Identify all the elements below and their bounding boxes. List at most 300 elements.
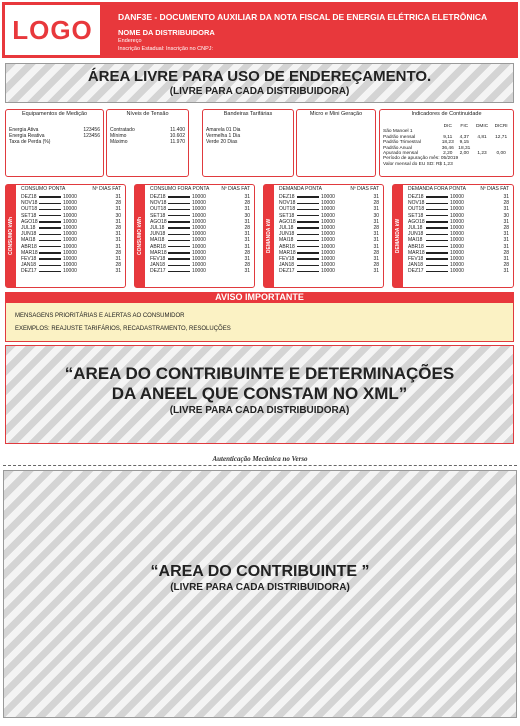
history-header-left: CONSUMO FORA PONTA (150, 186, 210, 192)
history-days: 31 (373, 256, 379, 263)
history-days: 30 (115, 212, 121, 219)
history-rows (279, 194, 379, 275)
history-bar (297, 196, 319, 198)
history-days: 31 (373, 268, 379, 275)
history-month: ABR18 (279, 243, 295, 250)
history-days: 31 (244, 243, 250, 250)
history-value: 10000 (450, 268, 464, 275)
history-month: JUN18 (21, 231, 37, 238)
history-bar (297, 227, 319, 229)
history-value: 10000 (321, 218, 335, 225)
history-side-label: DEMANDA kW (395, 218, 402, 254)
history-value: 10000 (192, 249, 206, 256)
history-value: 10000 (321, 206, 335, 213)
history-value: 10000 (192, 262, 206, 269)
history-bar (168, 265, 190, 267)
history-value: 10000 (450, 225, 464, 232)
continuity-cell: 2,00 (459, 151, 469, 157)
history-value: 10000 (450, 212, 464, 219)
history-header (21, 186, 121, 192)
history-month: JUN18 (408, 231, 424, 238)
history-value: 10000 (63, 212, 77, 219)
history-bar (297, 258, 319, 260)
history-value: 10000 (63, 262, 77, 269)
history-month: JAN18 (279, 262, 295, 269)
history-month: SET18 (408, 212, 424, 219)
notice-line-1: MENSAGENS PRIORITÁRIAS E ALERTAS AO CONSUMIDOR (15, 313, 185, 319)
history-bar (297, 240, 319, 242)
contributor-area (3, 470, 517, 718)
history-days: 28 (503, 225, 509, 232)
history-value: 10000 (192, 237, 206, 244)
distributor-registration: Inscrição Estadual: Inscrição no CNPJ: (118, 46, 214, 52)
history-bar (39, 258, 61, 260)
history-month: NOV18 (408, 200, 425, 207)
history-value: 10000 (321, 249, 335, 256)
history-month: JUL18 (279, 225, 294, 232)
history-header-right: Nº DIAS FAT (221, 186, 250, 192)
panel-bandeiras-row (206, 139, 290, 145)
row-label: Energia Ativa (9, 127, 39, 133)
history-bar (168, 203, 190, 205)
history-table-consumo-fora-ponta (134, 184, 255, 288)
history-month: AGO18 (150, 218, 167, 225)
history-bar (168, 215, 190, 217)
history-value: 10000 (192, 225, 206, 232)
history-month: SET18 (279, 212, 295, 219)
row-value: 123456 (83, 133, 100, 139)
history-header-right: Nº DIAS FAT (350, 186, 379, 192)
history-days: 31 (373, 243, 379, 250)
history-value: 10000 (63, 194, 77, 200)
history-value: 10000 (321, 231, 335, 238)
history-days: 30 (244, 212, 250, 219)
history-days: 31 (115, 268, 121, 275)
history-value: 10000 (192, 243, 206, 250)
history-value: 10000 (321, 212, 335, 219)
history-month: DEZ17 (150, 268, 166, 275)
history-bar (426, 209, 448, 211)
history-days: 28 (503, 200, 509, 207)
history-bar (297, 203, 319, 205)
continuity-cell: 9,11 (443, 134, 453, 140)
history-month: MAR18 (279, 249, 296, 256)
history-value: 10000 (63, 237, 77, 244)
history-days: 31 (373, 237, 379, 244)
distributor-name: NOME DA DISTRIBUIDORA (118, 28, 215, 37)
history-days: 31 (244, 218, 250, 225)
history-bar (39, 221, 61, 223)
history-bar (39, 215, 61, 217)
continuity-header-cell: DMIC (475, 124, 489, 129)
history-days: 31 (115, 206, 121, 213)
history-bar (426, 271, 448, 273)
history-days: 28 (373, 249, 379, 256)
row-label: Mínimo (110, 133, 127, 139)
history-value: 10000 (450, 231, 464, 238)
history-header-right: Nº DIAS FAT (92, 186, 121, 192)
panel-micro (296, 109, 376, 177)
logo (5, 5, 100, 55)
history-bar (426, 240, 448, 242)
history-month: DEZ17 (279, 268, 295, 275)
history-days: 31 (503, 206, 509, 213)
row-label: Amarela 01 Dia (206, 127, 241, 133)
history-value: 10000 (450, 194, 464, 200)
history-side-bar (264, 185, 274, 287)
history-rows (150, 194, 250, 275)
history-month: MAI18 (150, 237, 165, 244)
history-month: OUT18 (408, 206, 425, 213)
continuity-header-cell: DIC (443, 124, 452, 129)
continuity-header-cell: DICRI (494, 124, 508, 129)
history-days: 31 (244, 194, 250, 200)
address-area-title: ÁREA LIVRE PARA USO DE ENDEREÇAMENTO. (87, 68, 432, 85)
history-value: 10000 (450, 206, 464, 213)
continuity-period: Período de apuração mês: 05/2019 (383, 156, 459, 162)
history-side-label: DEMANDA kW (266, 218, 273, 254)
history-value: 10000 (321, 200, 335, 207)
panel-bandeiras-title: Bandeiras Tarifárias (223, 111, 273, 117)
row-label: Taxa de Perda (%) (9, 139, 51, 145)
history-days: 31 (373, 194, 379, 200)
history-days: 28 (373, 262, 379, 269)
history-month: FEV18 (21, 256, 37, 263)
continuity-cell: 2,20 (443, 151, 453, 157)
history-bar (39, 240, 61, 242)
history-bar (426, 203, 448, 205)
contributor-area-aneel (5, 345, 514, 444)
history-value: 10000 (63, 256, 77, 263)
history-header-left: DEMANDA PONTA (279, 186, 322, 192)
history-bar (426, 196, 448, 198)
history-bar (168, 196, 190, 198)
continuity-cell: Padrão Anual (383, 145, 412, 151)
history-days: 30 (503, 212, 509, 219)
panel-micro-title: Micro e Mini Geração (309, 111, 363, 117)
history-value: 10000 (192, 212, 206, 219)
history-bar (297, 209, 319, 211)
history-month: ABR18 (21, 243, 37, 250)
history-value: 10000 (321, 243, 335, 250)
row-label: Energia Reativa (9, 133, 45, 139)
history-bar (297, 215, 319, 217)
history-month: DEZ17 (21, 268, 37, 275)
history-header (408, 186, 509, 192)
history-value: 10000 (192, 231, 206, 238)
history-month: MAI18 (21, 237, 36, 244)
continuity-cell: 36,46 (441, 145, 454, 151)
history-days: 28 (115, 225, 121, 232)
history-bar (39, 227, 61, 229)
history-days: 31 (503, 194, 509, 200)
history-side-bar (135, 185, 145, 287)
continuity-header-cell: FIC (460, 124, 469, 129)
history-days: 30 (373, 212, 379, 219)
history-month: MAR18 (21, 249, 38, 256)
panel-medicao-title: Equipamentos de Medição (21, 111, 88, 117)
history-value: 10000 (450, 218, 464, 225)
history-value: 10000 (63, 206, 77, 213)
history-header-left: DEMANDA FORA PONTA (408, 186, 466, 192)
history-value: 10000 (63, 218, 77, 225)
history-days: 31 (244, 256, 250, 263)
continuity-cell: 18,31 (458, 145, 471, 151)
history-month: MAI18 (408, 237, 423, 244)
history-value: 10000 (192, 268, 206, 275)
panel-tensao-title: Níveis de Tensão (126, 111, 169, 117)
history-value: 10000 (450, 249, 464, 256)
history-bar (168, 258, 190, 260)
history-month: NOV18 (150, 200, 167, 207)
history-month: OUT18 (279, 206, 296, 213)
history-days: 31 (244, 268, 250, 275)
history-days: 31 (115, 218, 121, 225)
history-month: FEV18 (408, 256, 424, 263)
document-title: DANF3E - DOCUMENTO AUXILIAR DA NOTA FISCAL DE ENERGIA ELÉTRICA ELETRÔNICA (118, 12, 488, 22)
history-value: 10000 (450, 262, 464, 269)
history-bar (168, 252, 190, 254)
contributor-area-aneel-line-2: DA ANEEL QUE CONSTAM NO XML” (111, 384, 408, 403)
history-bar (297, 221, 319, 223)
history-month: MAR18 (150, 249, 167, 256)
history-month: OUT18 (150, 206, 167, 213)
history-value: 10000 (63, 268, 77, 275)
panel-medicao-rows (9, 127, 100, 145)
distributor-address: Endereço (118, 38, 142, 44)
notice-line-2: EXEMPLOS: REAJUSTE TARIFÁRIOS, RECADASTRAMENTO, RESOLUÇÕES (15, 326, 231, 332)
history-value: 10000 (321, 268, 335, 275)
history-row (408, 268, 509, 274)
history-month: JUL18 (150, 225, 165, 232)
history-rows (408, 194, 509, 275)
history-value: 10000 (321, 225, 335, 232)
history-header-right: Nº DIAS FAT (480, 186, 509, 192)
panel-continuidade-title: Indicadores de Continuidade (411, 111, 482, 117)
history-header-left: CONSUMO PONTA (21, 186, 66, 192)
history-bar (39, 265, 61, 267)
notice-title: AVISO IMPORTANTE (215, 292, 304, 302)
history-month: JAN18 (408, 262, 424, 269)
history-days: 31 (373, 231, 379, 238)
history-row (279, 268, 379, 274)
panel-bandeiras-rows (206, 127, 290, 145)
row-value: 11.970 (170, 139, 185, 145)
panel-tensao (106, 109, 189, 177)
history-month: FEV18 (279, 256, 295, 263)
history-days: 31 (503, 256, 509, 263)
history-days: 28 (115, 262, 121, 269)
continuity-cell: Padrão Trimestral (383, 140, 421, 146)
history-month: SET18 (150, 212, 166, 219)
history-bar (426, 221, 448, 223)
history-month: JAN18 (21, 262, 37, 269)
history-days: 28 (244, 200, 250, 207)
history-month: MAR18 (408, 249, 425, 256)
history-bar (297, 234, 319, 236)
history-days: 28 (244, 249, 250, 256)
continuity-cell: 1,23 (477, 151, 487, 157)
history-bar (168, 234, 190, 236)
history-side-bar (393, 185, 403, 287)
continuity-eusd: Valor mensal do EU SD: R$ 1,23 (383, 161, 453, 167)
history-value: 10000 (321, 237, 335, 244)
cut-line (3, 465, 517, 466)
history-value: 10000 (63, 243, 77, 250)
history-header (150, 186, 250, 192)
mechanical-authentication-note: Autenticação Mecânica no Verso (212, 455, 308, 463)
history-rows (21, 194, 121, 275)
history-bar (297, 246, 319, 248)
panel-tensao-row (110, 139, 185, 145)
history-days: 31 (503, 218, 509, 225)
row-value: 10.602 (169, 133, 185, 139)
contributor-area-line-1: “AREA DO CONTRIBUINTE ” (150, 563, 370, 580)
history-days: 31 (244, 237, 250, 244)
history-month: JUN18 (150, 231, 166, 238)
history-bar (39, 196, 61, 198)
address-area-subtitle: (LIVRE PARA CADA DISTRIBUIDORA) (169, 86, 350, 97)
history-days: 31 (503, 237, 509, 244)
history-value: 10000 (63, 200, 77, 207)
history-month: JUL18 (408, 225, 423, 232)
history-month: DEZ17 (408, 268, 424, 275)
notice-header (5, 292, 514, 303)
history-bar (426, 246, 448, 248)
history-bar (168, 227, 190, 229)
history-bar (39, 234, 61, 236)
panel-continuidade (379, 109, 514, 177)
panel-tensao-rows (110, 127, 185, 145)
history-row (150, 268, 250, 274)
history-month: AGO18 (21, 218, 38, 225)
history-value: 10000 (450, 200, 464, 207)
history-table-demanda-fora-ponta (392, 184, 514, 288)
history-side-label: CONSUMO kWh (8, 216, 14, 256)
history-days: 31 (115, 256, 121, 263)
history-bar (168, 240, 190, 242)
logo-text: LOGO (12, 14, 93, 45)
history-month: AGO18 (279, 218, 296, 225)
history-bar (168, 221, 190, 223)
history-bar (297, 265, 319, 267)
history-month: DEZ18 (21, 194, 37, 200)
history-days: 31 (115, 231, 121, 238)
history-side-label: CONSUMO kWh (137, 216, 143, 256)
panel-continuidade-rows (383, 124, 510, 167)
history-value: 10000 (63, 249, 77, 256)
history-value: 10000 (192, 218, 206, 225)
history-value: 10000 (63, 225, 77, 232)
continuity-cell: 9,15 (459, 140, 469, 146)
history-month: JUN18 (279, 231, 295, 238)
history-header (279, 186, 379, 192)
history-month: NOV18 (279, 200, 296, 207)
history-month: JUL18 (21, 225, 36, 232)
history-month: DEZ18 (408, 194, 424, 200)
row-label: Contratado (110, 127, 135, 133)
history-value: 10000 (192, 206, 206, 213)
history-bar (168, 271, 190, 273)
history-month: OUT18 (21, 206, 38, 213)
history-value: 10000 (450, 237, 464, 244)
history-month: ABR18 (408, 243, 424, 250)
history-value: 10000 (321, 256, 335, 263)
history-days: 31 (115, 243, 121, 250)
contributor-area-aneel-line-1: “AREA DO CONTRIBUINTE E DETERMINAÇÕES (64, 364, 455, 383)
history-bar (168, 246, 190, 248)
continuity-cell: 4,37 (459, 134, 469, 140)
history-days: 28 (503, 262, 509, 269)
history-value: 10000 (192, 194, 206, 200)
continuity-cell: 18,23 (441, 140, 454, 146)
continuity-cell: Padrão mensal (383, 134, 416, 140)
history-month: NOV18 (21, 200, 38, 207)
history-days: 28 (244, 225, 250, 232)
history-bar (39, 246, 61, 248)
history-bar (39, 271, 61, 273)
history-days: 31 (373, 206, 379, 213)
history-days: 28 (115, 249, 121, 256)
history-month: DEZ18 (279, 194, 295, 200)
history-bar (426, 215, 448, 217)
history-bar (426, 265, 448, 267)
history-value: 10000 (450, 256, 464, 263)
history-bar (39, 252, 61, 254)
history-days: 31 (115, 237, 121, 244)
history-days: 28 (503, 249, 509, 256)
history-row (21, 268, 121, 274)
history-month: JAN18 (150, 262, 166, 269)
panel-bandeiras (202, 109, 294, 177)
history-days: 31 (503, 243, 509, 250)
history-month: AGO18 (408, 218, 425, 225)
history-value: 10000 (192, 200, 206, 207)
history-days: 28 (244, 262, 250, 269)
row-value: 11.400 (170, 127, 185, 133)
address-area (5, 63, 514, 103)
history-days: 31 (115, 194, 121, 200)
history-month: MAI18 (279, 237, 294, 244)
history-table-consumo-ponta (5, 184, 126, 288)
row-label: Vermelha 1 Dia (206, 133, 241, 139)
history-value: 10000 (321, 194, 335, 200)
contributor-area-line-2: (LIVRE PARA CADA DISTRIBUIDORA) (170, 582, 350, 593)
history-days: 31 (503, 231, 509, 238)
history-month: FEV18 (150, 256, 166, 263)
contributor-area-aneel-line-3: (LIVRE PARA CADA DISTRIBUIDORA) (169, 405, 350, 416)
history-bar (168, 209, 190, 211)
panel-medicao-row (9, 139, 100, 145)
history-bar (297, 252, 319, 254)
row-value: 123456 (83, 127, 100, 133)
continuity-cell: 0,00 (496, 151, 506, 157)
history-bar (426, 252, 448, 254)
continuity-cell: São Manoel 1 (383, 129, 413, 135)
history-month: SET18 (21, 212, 37, 219)
history-days: 31 (373, 218, 379, 225)
history-bar (426, 227, 448, 229)
history-days: 31 (244, 231, 250, 238)
row-label: Máximo (110, 139, 128, 145)
history-value: 10000 (63, 231, 77, 238)
panel-medicao (5, 109, 104, 177)
history-month: ABR18 (150, 243, 166, 250)
history-bar (426, 258, 448, 260)
row-label: Verde 20 Dias (206, 139, 238, 145)
history-days: 28 (115, 200, 121, 207)
history-bar (426, 234, 448, 236)
